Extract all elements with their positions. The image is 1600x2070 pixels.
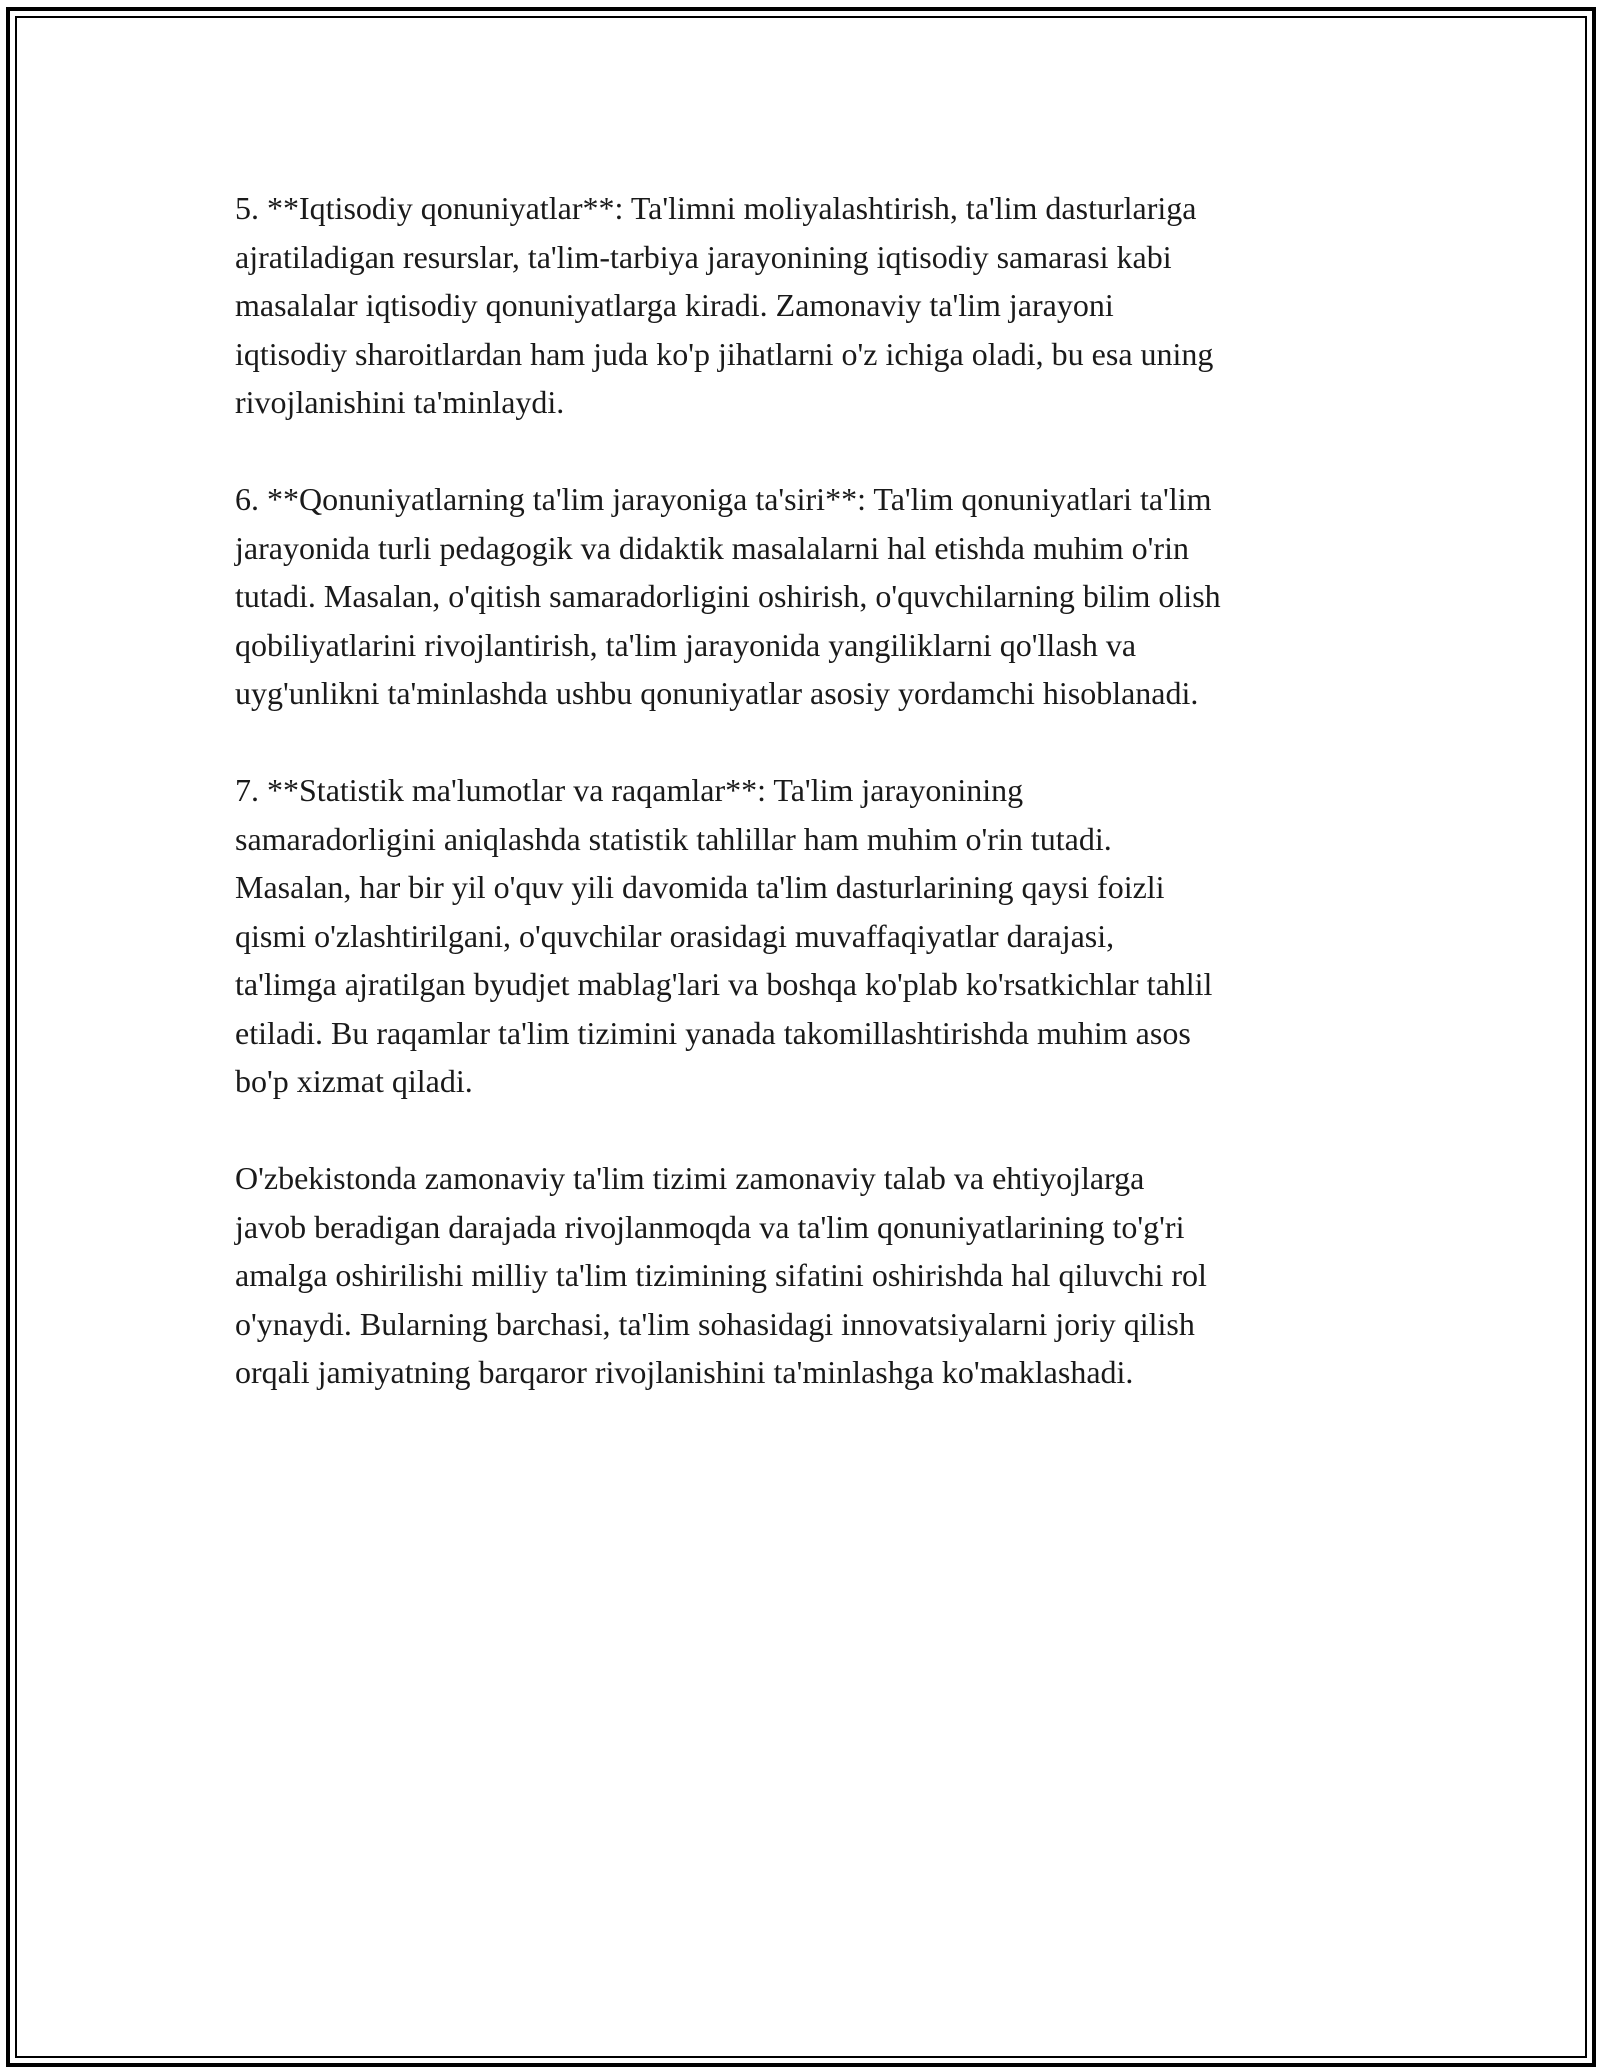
- paragraph-conclusion: O'zbekistonda zamonaviy ta'lim tizimi zamonaviy talab va ehtiyojlarga javob beradigan darajada rivojlanmoqda va ta'lim qonuniyatlarining to'g'ri amalga oshirilishi milliy ta'lim tizimining sifatini oshirishda hal qiluvchi rol o'ynaydi. Bularning barchasi, ta'lim sohasidagi innovatsiyalarni joriy qilish orqali jamiyatning barqaror rivojlanishini ta'minlashga ko'maklashadi.: [235, 1160, 1207, 1390]
- paragraph-statistics: 7. **Statistik ma'lumotlar va raqamlar**: Ta'lim jarayonining samaradorligini aniqlashda statistik tahlillar ham muhim o'rin tutadi. Masalan, har bir yil o'quv yili davomida ta'lim dasturlarining qaysi foizli qismi o'zlashtirilgani, o'quvchilar orasidagi muvaffaqiyatlar darajasi, ta'limga ajratilgan byudjet mablag'lari va boshqa ko'plab ko'rsatkichlar tahlil etiladi. Bu raqamlar ta'lim tizimini yanada takomillashtirishda muhim asos bo'p xizmat qiladi.: [235, 772, 1213, 1099]
- paragraph-economic-laws: 5. **Iqtisodiy qonuniyatlar**: Ta'limni moliyalashtirish, ta'lim dasturlariga ajratiladigan resurslar, ta'lim-tarbiya jarayonining iqtisodiy samarasi kabi masalalar iqtisodiy qonuniyatlarga kiradi. Zamonaviy ta'lim jarayoni iqtisodiy sharoitlardan ham juda ko'p jihatlarni o'z ichiga oladi, bu esa uning rivojlanishini ta'minlaydi.: [235, 190, 1214, 420]
- paragraph-laws-influence: 6. **Qonuniyatlarning ta'lim jarayoniga ta'siri**: Ta'lim qonuniyatlari ta'lim jarayonida turli pedagogik va didaktik masalalarni hal etishda muhim o'rin tutadi. Masalan, o'qitish samaradorligini oshirish, o'quvchilarning bilim olish qobiliyatlarini rivojlantirish, ta'lim jarayonida yangiliklarni qo'llash va uyg'unlikni ta'minlashda ushbu qonuniyatlar asosiy yordamchi hisoblanadi.: [235, 481, 1221, 711]
- document-body: [235, 184, 1385, 1445]
